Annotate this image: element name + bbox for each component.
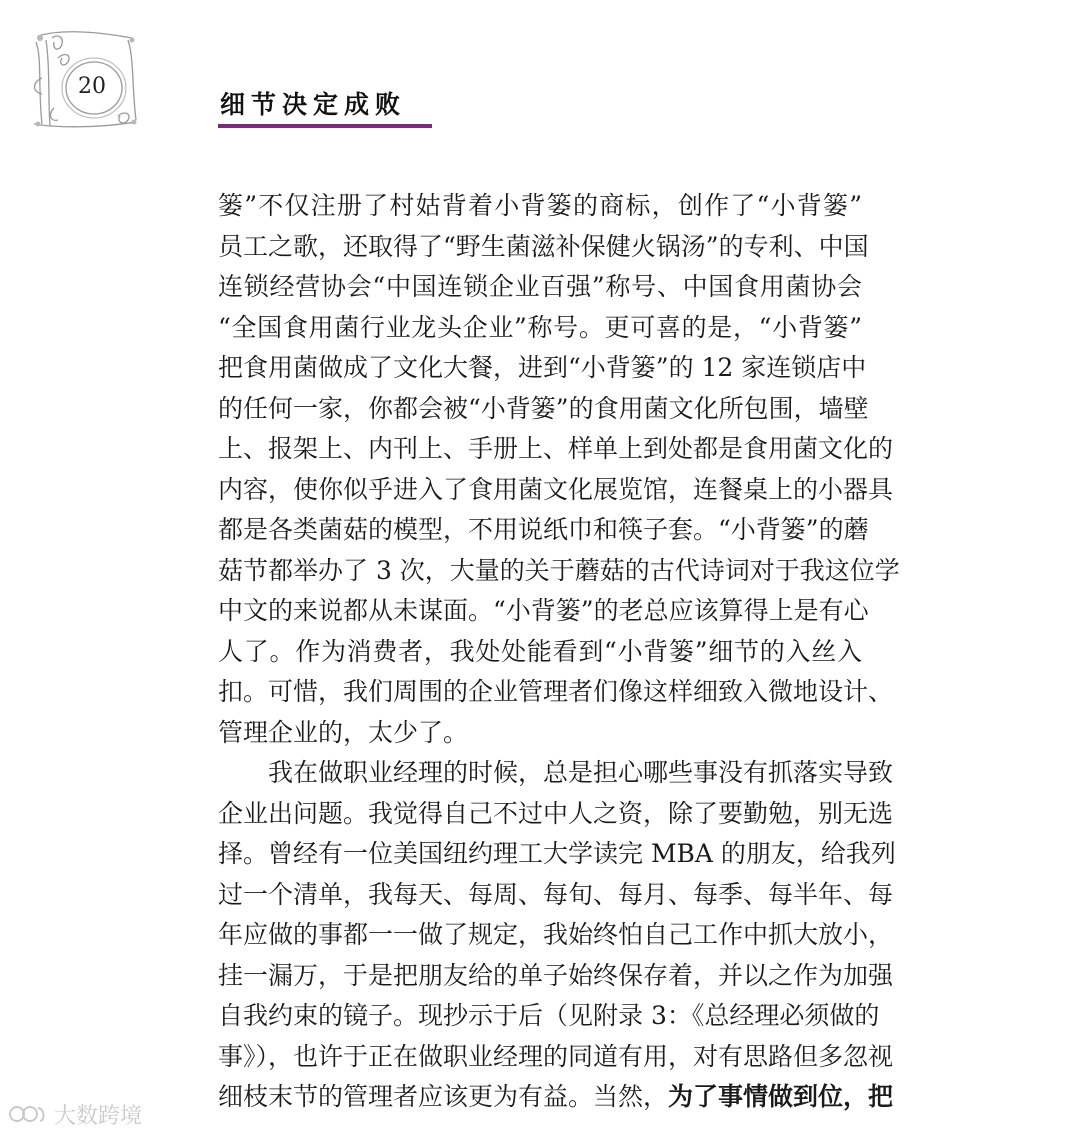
text-line: 挂一漏万，于是把朋友给的单子始终保存着，并以之作为加强 bbox=[218, 960, 894, 990]
text-line: 的任何一家，你都会被“小背篓”的食用菌文化所包围，墙壁 bbox=[218, 393, 869, 423]
page-number: 20 bbox=[78, 74, 106, 99]
text-line: 菇节都举办了 3 次，大量的关于蘑菇的古代诗词对于我这位学 bbox=[218, 555, 900, 585]
text-line: 择。曾经有一位美国纽约理工大学读完 MBA 的朋友，给我列 bbox=[218, 839, 896, 868]
text-line: 年应做的事都一一做了规定，我始终怕自己工作中抓大放小， bbox=[218, 920, 894, 949]
text-line: 人了。作为消费者，我处处能看到“小背篓”细节的入丝入 bbox=[218, 636, 862, 666]
paragraph-2 bbox=[218, 753, 896, 1118]
text-emphasis: 为了事情做到位，把 bbox=[668, 1082, 894, 1111]
text-line: 把食用菌做成了文化大餐，进到“小背篓”的 12 家连锁店中 bbox=[218, 353, 867, 382]
text-line: 都是各类菌菇的模型，不用说纸巾和筷子套。“小背篓”的蘑 bbox=[218, 515, 869, 544]
watermark-logo-icon bbox=[8, 1102, 48, 1126]
text-line: 篓”不仅注册了村姑背着小背篓的商标，创作了“小背篓” bbox=[218, 191, 862, 220]
text-line: 员工之歌，还取得了“野生菌滋补保健火锅汤”的专利、中国 bbox=[218, 231, 869, 261]
text-line: 自我约束的镜子。现抄示于后（见附录 3：《总经理必须做的 bbox=[218, 1001, 880, 1030]
paragraph-1 bbox=[218, 186, 900, 753]
watermark bbox=[8, 1098, 142, 1130]
text-line: 事》），也许于正在做职业经理的同道有用，对有思路但多忽视 bbox=[218, 1041, 894, 1071]
text-line: 企业出问题。我觉得自己不过中人之资，除了要勤勉，别无选 bbox=[218, 798, 894, 828]
title-underline bbox=[218, 124, 432, 128]
text-line: 过一个清单，我每天、每周、每旬、每月、每季、每半年、每 bbox=[218, 879, 894, 909]
running-title: 细节决定成败 bbox=[220, 90, 407, 119]
text-line: 我在做职业经理的时候，总是担心哪些事没有抓落实导致 bbox=[268, 758, 894, 787]
text-line: 内容，使你似乎进入了食用菌文化展览馆，连餐桌上的小器具 bbox=[218, 474, 894, 504]
watermark-text: 大数跨境 bbox=[54, 1103, 143, 1129]
text-line: 管理企业的，太少了。 bbox=[218, 717, 469, 747]
text-line-final bbox=[218, 1077, 894, 1118]
text-normal: 细枝末节的管理者应该更为有益。当然， bbox=[218, 1082, 669, 1111]
text-line: “全国食用菌行业龙头企业”称号。更可喜的是，“小背篓” bbox=[218, 312, 862, 342]
text-line: 扣。可惜，我们周围的企业管理者们像这样细致入微地设计、 bbox=[218, 677, 894, 706]
body-text bbox=[218, 186, 900, 1118]
text-line: 中文的来说都从未谋面。“小背篓”的老总应该算得上是有心 bbox=[218, 596, 869, 625]
text-line: 上、报架上、内刊上、手册上、样单上到处都是食用菌文化的 bbox=[218, 434, 894, 463]
text-line: 连锁经营协会“中国连锁企业百强”称号、中国食用菌协会 bbox=[218, 272, 862, 301]
